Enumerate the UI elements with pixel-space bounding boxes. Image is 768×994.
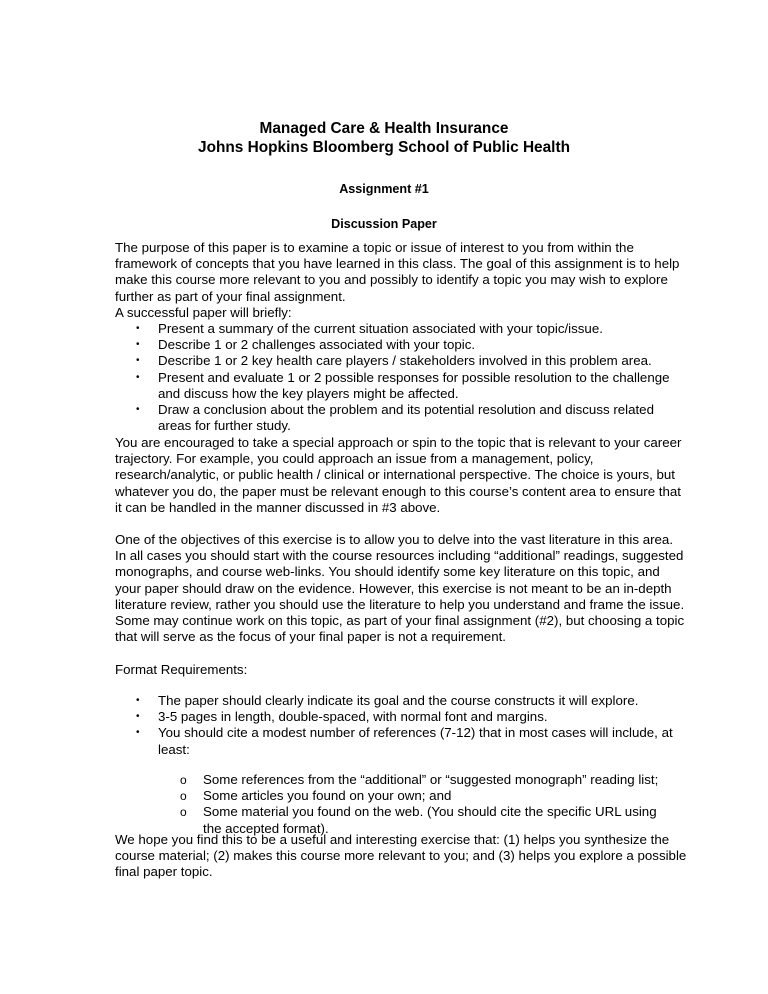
format-bullet-list xyxy=(0,693,673,758)
bullet-icon: • xyxy=(136,323,140,334)
list-item xyxy=(0,709,673,725)
bullet-icon: • xyxy=(136,727,140,739)
intro-line: make this course more relevant to you and possibly to identify a topic you may wish to explore xyxy=(115,272,668,288)
school-title: Johns Hopkins Bloomberg School of Public Health xyxy=(198,139,570,156)
list-item-text: Present and evaluate 1 or 2 possible responses for possible resolution to the challenge xyxy=(158,369,670,385)
bullet-icon: • xyxy=(136,371,140,383)
list-item xyxy=(0,772,658,788)
closing-paragraph xyxy=(115,832,687,881)
success-bullet-list xyxy=(0,321,670,434)
list-item xyxy=(0,725,673,757)
approach-line: trajectory. For example, you could approach an issue from a management, policy, xyxy=(115,451,594,467)
list-item-text: least: xyxy=(158,741,190,757)
list-item-text: Describe 1 or 2 key health care players / stakeholders involved in this problem area. xyxy=(158,353,652,369)
continue-paragraph xyxy=(115,613,685,645)
continue-line: that will serve as the focus of your final paper is not a requirement. xyxy=(115,629,506,645)
closing-line: We hope you find this to be a useful and interesting exercise that: (1) helps you synthesize the xyxy=(115,832,670,847)
list-item xyxy=(0,693,673,709)
list-item-text: The paper should clearly indicate its goal and the course constructs it will explore. xyxy=(158,693,639,708)
list-item-text: and discuss how the key players might be affected. xyxy=(158,385,459,401)
list-item-text: Present a summary of the current situation associated with your topic/issue. xyxy=(158,321,603,336)
intro-paragraph xyxy=(115,240,680,305)
list-item-text: You should cite a modest number of references (7-12) that in most cases will include, at xyxy=(158,725,673,741)
format-lead: Format Requirements: xyxy=(115,662,248,677)
intro-line: The purpose of this paper is to examine a topic or issue of interest to you from within the xyxy=(115,240,634,255)
objectives-line: One of the objectives of this exercise is to allow you to delve into the vast literature in this area. xyxy=(115,532,674,547)
list-item-text: areas for further study. xyxy=(158,418,291,434)
list-item xyxy=(0,321,670,337)
bullet-icon: • xyxy=(136,711,140,723)
bullet-icon: • xyxy=(136,339,140,351)
list-item-text: Draw a conclusion about the problem and its potential resolution and discuss related xyxy=(158,402,654,418)
list-item xyxy=(0,370,670,402)
approach-line: research/analytic, or public health / clinical or international perspective. The choice is yours, but xyxy=(115,467,675,483)
reference-sub-list xyxy=(0,772,658,837)
list-item xyxy=(0,337,670,353)
list-item-text: Some articles you found on your own; and xyxy=(203,788,452,804)
list-item-text: Some material you found on the web. (You should cite the specific URL using xyxy=(203,804,657,820)
objectives-line: monographs, and course web-links. You should identify some key literature on this topic, and xyxy=(115,564,660,580)
course-title: Managed Care & Health Insurance xyxy=(259,120,509,137)
bullet-icon: • xyxy=(136,355,140,367)
list-item xyxy=(0,788,658,804)
list-item-text: 3-5 pages in length, double-spaced, with normal font and margins. xyxy=(158,709,548,725)
approach-line: it can be handled in the manner discussed in #3 above. xyxy=(115,499,441,515)
approach-paragraph xyxy=(115,435,682,516)
bullet-icon: • xyxy=(136,404,140,416)
success-lead: A successful paper will briefly: xyxy=(115,305,292,320)
closing-line: course material; (2) makes this course more relevant to you; and (3) helps you explore a possible xyxy=(115,848,687,864)
list-item xyxy=(0,353,670,369)
list-item-text: Some references from the “additional” or “suggested monograph” reading list; xyxy=(203,772,659,787)
continue-line: Some may continue work on this topic, as part of your final assignment (#2), but choosing a topic xyxy=(115,613,685,628)
circle-bullet-icon: o xyxy=(180,773,187,787)
objectives-line: literature review, rather you should use the literature to help you understand and frame the issue. xyxy=(115,596,685,612)
objectives-line: In all cases you should start with the course resources including “additional” readings, suggested xyxy=(115,548,684,564)
circle-bullet-icon: o xyxy=(180,805,187,820)
paper-type-heading: Discussion Paper xyxy=(331,217,437,231)
objectives-paragraph xyxy=(115,532,685,613)
intro-line: further as part of your final assignment. xyxy=(115,288,346,304)
bullet-icon: • xyxy=(136,695,140,706)
assignment-heading: Assignment #1 xyxy=(339,182,429,196)
intro-line: framework of concepts that you have learned in this class. The goal of this assignment is to help xyxy=(115,256,680,272)
closing-line: final paper topic. xyxy=(115,864,213,880)
circle-bullet-icon: o xyxy=(180,789,187,804)
approach-line: You are encouraged to take a special approach or spin to the topic that is relevant to your career xyxy=(115,435,682,450)
approach-line: whatever you do, the paper must be relevant enough to this course’s content area to ensure that xyxy=(115,483,681,499)
list-item-text: the accepted format). xyxy=(203,820,329,836)
list-item xyxy=(0,402,670,434)
list-item-text: Describe 1 or 2 challenges associated with your topic. xyxy=(158,337,476,353)
objectives-line: your paper should draw on the evidence. However, this exercise is not meant to be an in-depth xyxy=(115,580,672,596)
